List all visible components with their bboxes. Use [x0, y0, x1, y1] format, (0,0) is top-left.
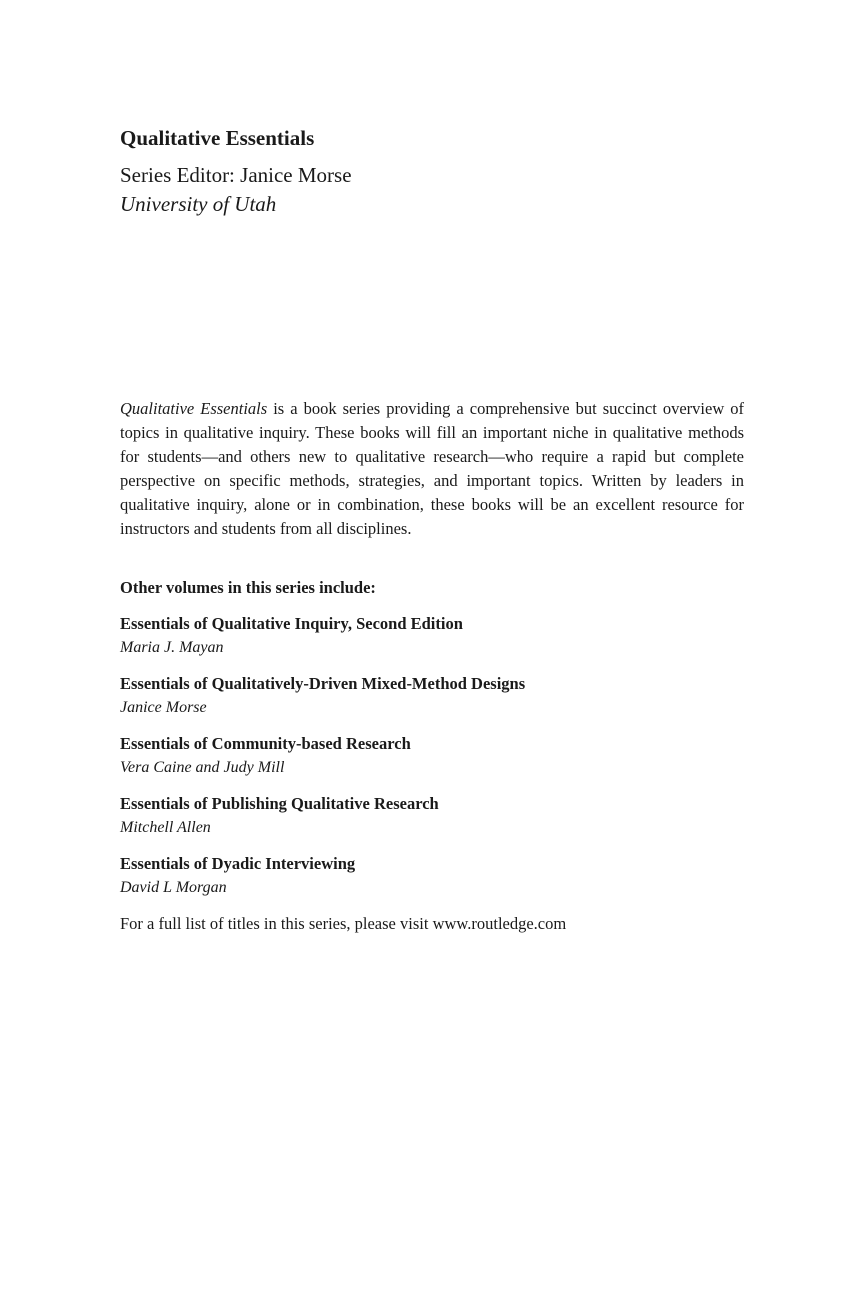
volume-title: Essentials of Qualitatively-Driven Mixed-Method Designs: [120, 674, 526, 693]
other-volumes-heading: Other volumes in this series include:: [120, 578, 376, 597]
volume-title: Essentials of Dyadic Interviewing: [120, 854, 356, 873]
volume-item: [120, 672, 744, 732]
volume-author: Mitchell Allen: [120, 819, 211, 836]
description-text: is a book series providing a comprehensive but succinct overview of topics in qualitative inquiry. These books will fill an important niche in qualitative methods for students—and others new to qualitative research—who require a rapid but complete perspective on specific methods, strategies, and important topics. Written by leaders in qualitative inquiry, alone or in combination, these books will be an excellent resource for instructors and students from all disciplines.: [120, 399, 745, 538]
website-link[interactable]: www.routledge.com: [432, 914, 567, 933]
volume-item: [120, 792, 744, 852]
series-description: [120, 397, 744, 541]
volume-author: David L Morgan: [120, 879, 227, 896]
volume-author: Maria J. Mayan: [120, 639, 224, 656]
description-series-name: Qualitative Essentials: [120, 399, 268, 418]
volume-list: [120, 612, 744, 912]
series-page: [120, 0, 744, 1296]
volume-item: [120, 732, 744, 792]
volume-title: Essentials of Community-based Research: [120, 734, 411, 753]
volume-author: Janice Morse: [120, 699, 207, 716]
volume-item: [120, 612, 744, 672]
volume-item: [120, 852, 744, 912]
footer-text: For a full list of titles in this series, please visit: [120, 914, 433, 933]
volume-author: Vera Caine and Judy Mill: [120, 759, 285, 776]
footer-note: [120, 912, 566, 936]
series-affiliation: University of Utah: [120, 192, 277, 216]
series-editor: Series Editor: Janice Morse: [120, 163, 352, 187]
volume-title: Essentials of Qualitative Inquiry, Second Edition: [120, 614, 463, 633]
volume-title: Essentials of Publishing Qualitative Research: [120, 794, 439, 813]
series-title: Qualitative Essentials: [120, 126, 315, 150]
